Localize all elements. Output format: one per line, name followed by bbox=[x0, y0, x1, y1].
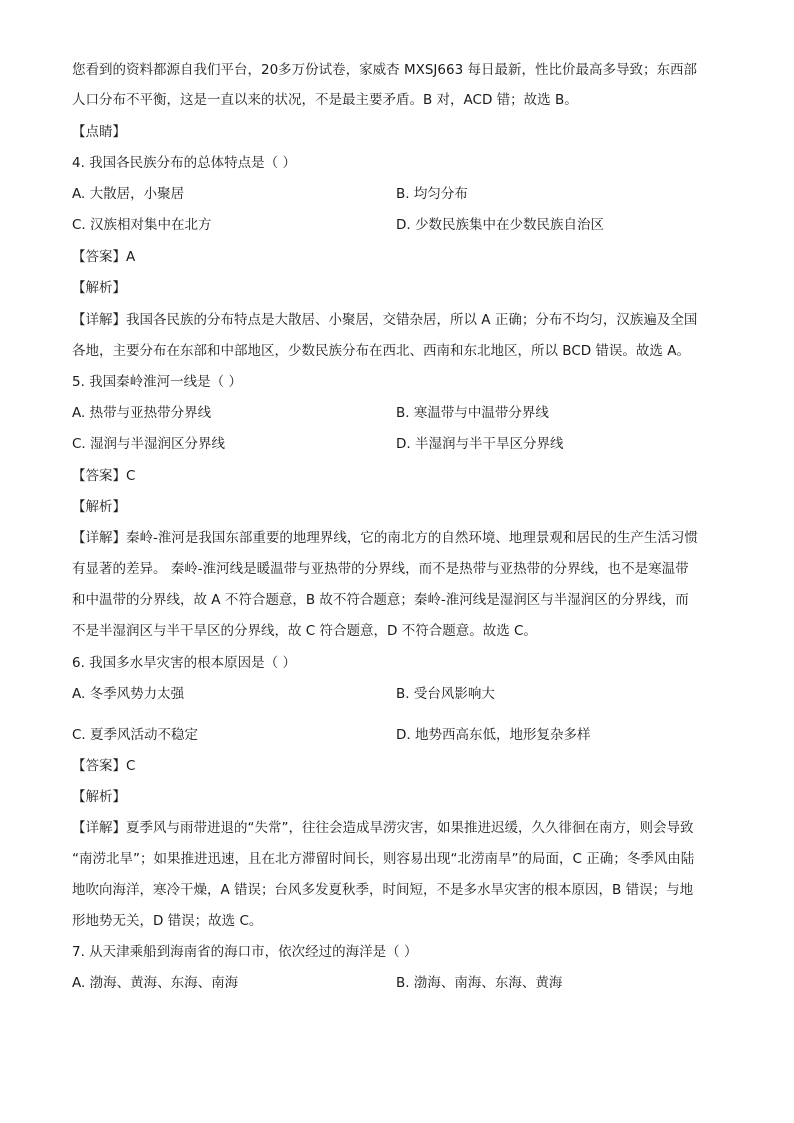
q6-stem: 6. 我国多水旱灾害的根本原因是（ ） bbox=[72, 655, 296, 671]
answer-label: 【答案】 bbox=[72, 758, 126, 774]
q6-analysis-label: 【解析】 bbox=[72, 789, 126, 805]
detail-text: 秦岭-淮河是我国东部重要的地理界线，它的南北方的自然环境、地理景观和居民的生产生活习惯 bbox=[126, 530, 698, 546]
q5-answer bbox=[72, 466, 135, 486]
q4-detail-line-2: 各地，主要分布在东部和中部地区，少数民族分布在西北、西南和东北地区，所以 BCD 错误。故选 A。 bbox=[72, 343, 690, 359]
q7-option-a: A. 渤海、黄海、东海、南海 bbox=[72, 975, 239, 991]
q4-stem: 4. 我国各民族分布的总体特点是（ ） bbox=[72, 155, 296, 171]
q5-detail-line-2: 有显著的差异。 秦岭-淮河线是暖温带与亚热带的分界线，而不是热带与亚热带的分界线，也不是寒温带 bbox=[72, 561, 689, 577]
q5-option-b: B. 寒温带与中温带分界线 bbox=[396, 405, 549, 421]
q6-option-c: C. 夏季风活动不稳定 bbox=[72, 727, 199, 743]
detail-text: 夏季风与雨带进退的“失常”，往往会造成旱涝灾害，如果推进迟缓，久久徘徊在南方，则会导致 bbox=[126, 820, 694, 836]
detail-label: 【详解】 bbox=[72, 530, 126, 546]
answer-value: A bbox=[126, 249, 136, 265]
q5-analysis-label: 【解析】 bbox=[72, 499, 126, 515]
q5-option-a: A. 热带与亚热带分界线 bbox=[72, 405, 212, 421]
answer-value: C bbox=[126, 758, 136, 774]
q6-option-d: D. 地势西高东低，地形复杂多样 bbox=[396, 727, 591, 743]
q4-option-c: C. 汉族相对集中在北方 bbox=[72, 217, 212, 233]
detail-label: 【详解】 bbox=[72, 820, 126, 836]
q4-option-b: B. 均匀分布 bbox=[396, 186, 468, 202]
q4-detail-line-1 bbox=[72, 310, 697, 330]
q6-option-b: B. 受台风影响大 bbox=[396, 686, 495, 702]
q5-detail-line-3: 和中温带的分界线，故 A 不符合题意，B 故不符合题意；秦岭-淮河线是湿润区与半湿润区的分界线，而 bbox=[72, 592, 689, 608]
q6-detail-line-1 bbox=[72, 818, 694, 838]
answer-label: 【答案】 bbox=[72, 249, 126, 265]
detail-label: 【详解】 bbox=[72, 312, 126, 328]
q6-answer bbox=[72, 756, 135, 776]
q6-detail-line-2: “南涝北旱”；如果推进迅速，且在北方滞留时间长，则容易出现“北涝南旱”的局面，C 正确；冬季风由陆 bbox=[72, 851, 695, 867]
q6-option-a: A. 冬季风势力太强 bbox=[72, 686, 185, 702]
q4-option-a: A. 大散居，小聚居 bbox=[72, 186, 185, 202]
detail-text: 我国各民族的分布特点是大散居、小聚居，交错杂居，所以 A 正确；分布不均匀，汉族遍及全国 bbox=[126, 312, 698, 328]
intro-line-2: 人口分布不平衡，这是一直以来的状况，不是最主要矛盾。B 对，ACD 错；故选 B。 bbox=[72, 92, 578, 108]
answer-label: 【答案】 bbox=[72, 468, 126, 484]
q4-analysis-label: 【解析】 bbox=[72, 280, 126, 296]
q5-detail-line-1 bbox=[72, 528, 698, 548]
q7-stem: 7. 从天津乘船到海南省的海口市，依次经过的海洋是（ ） bbox=[72, 944, 418, 960]
q4-answer bbox=[72, 247, 135, 267]
q5-detail-line-4: 不是半湿润区与半干旱区的分界线，故 C 符合题意，D 不符合题意。故选 C。 bbox=[72, 623, 537, 639]
q4-option-d: D. 少数民族集中在少数民族自治区 bbox=[396, 217, 604, 233]
q5-stem: 5. 我国秦岭淮河一线是（ ） bbox=[72, 374, 242, 390]
answer-value: C bbox=[126, 468, 136, 484]
intro-line-1: 您看到的资料都源自我们平台，20多万份试卷，家威杏 MXSJ663 每日最新，性比价最高多导致；东西部 bbox=[72, 62, 697, 78]
q5-option-c: C. 湿润与半湿润区分界线 bbox=[72, 436, 226, 452]
q6-detail-line-4: 形地势无关，D 错误；故选 C。 bbox=[72, 913, 263, 929]
q6-detail-line-3: 地吹向海洋，寒冷干燥，A 错误；台风多发夏秋季，时间短，不是多水旱灾害的根本原因，B 错误；与地 bbox=[72, 882, 694, 898]
dianjing-label: 【点睛】 bbox=[72, 124, 126, 140]
q5-option-d: D. 半湿润与半干旱区分界线 bbox=[396, 436, 564, 452]
q7-option-b: B. 渤海、南海、东海、黄海 bbox=[396, 975, 563, 991]
